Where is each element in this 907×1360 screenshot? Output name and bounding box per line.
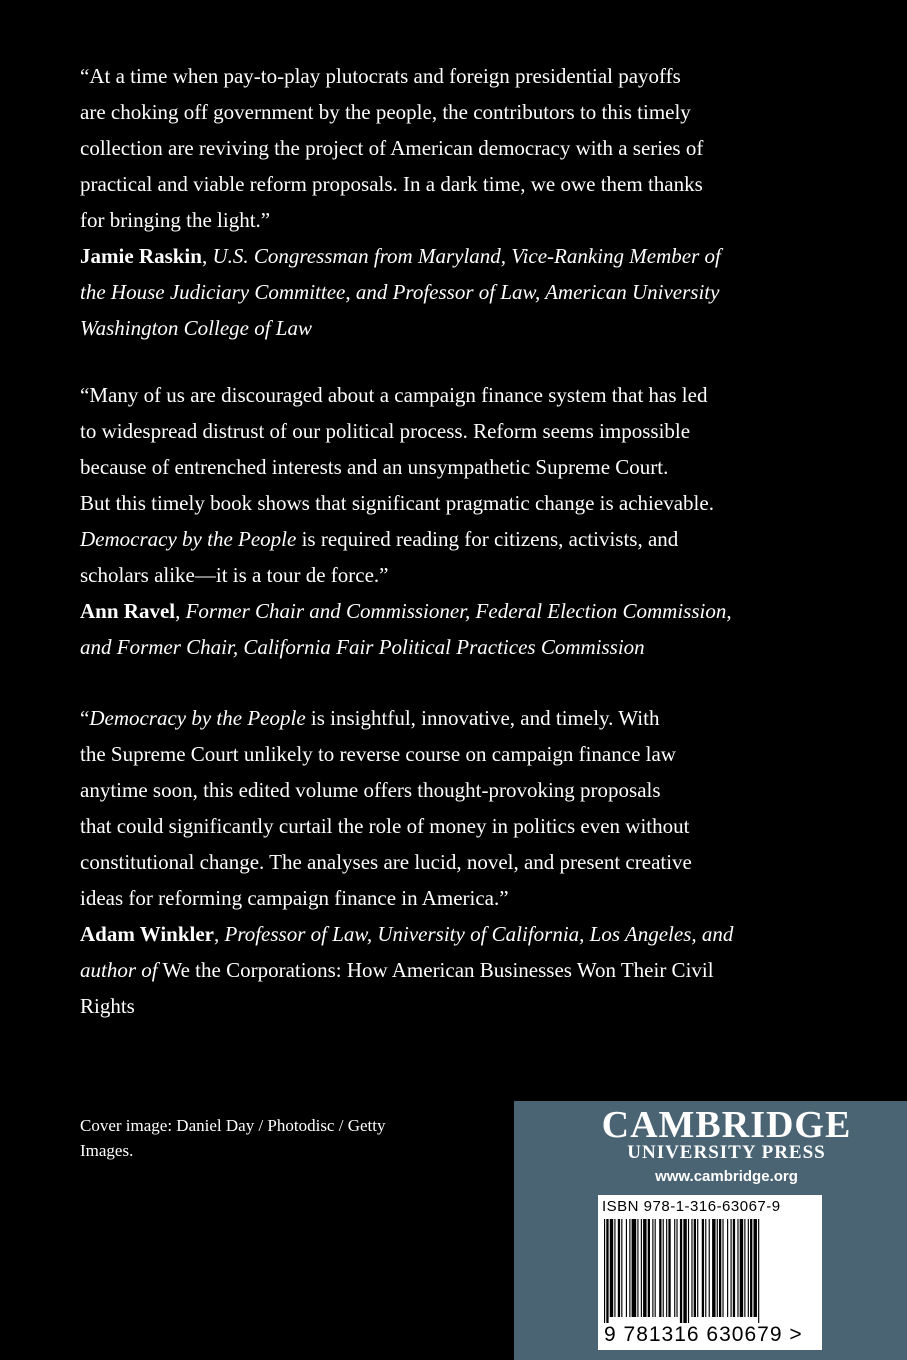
barcode-bar xyxy=(688,1219,689,1323)
attribution: Adam Winkler, Professor of Law, University of California, Los Angeles, and author of We the Corporations: How American Businesses Won Their Civil Rights xyxy=(80,916,780,1024)
barcode-bar xyxy=(702,1219,704,1317)
credit-line: Images. xyxy=(80,1141,134,1160)
quote-line: is required reading for citizens, activists, and xyxy=(296,527,679,551)
barcode-bar xyxy=(694,1219,696,1317)
endorsement-winkler xyxy=(80,700,780,1024)
barcode-bars xyxy=(600,1219,820,1323)
barcode-bar xyxy=(648,1219,650,1317)
barcode-bar xyxy=(676,1219,677,1317)
publisher-logo-text: CAMBRIDGE xyxy=(601,1104,852,1146)
cover-image-credit xyxy=(80,1113,460,1163)
endorser-name: Jamie Raskin xyxy=(80,244,202,268)
isbn-label: ISBN 978-1-316-63067-9 xyxy=(602,1198,781,1215)
quote-line: collection are reviving the project of American democracy with a series of xyxy=(80,136,704,160)
publisher-panel xyxy=(514,1101,907,1360)
barcode-bar xyxy=(740,1219,743,1317)
barcode-bar xyxy=(652,1219,653,1317)
quote-line: that could significantly curtail the role of money in politics even without xyxy=(80,814,690,838)
quote-line: ideas for reforming campaign finance in America.” xyxy=(80,886,509,910)
barcode-bar xyxy=(758,1219,759,1323)
quote-text xyxy=(80,700,780,916)
endorser-role: Professor of Law, University of California, Los Angeles, and xyxy=(224,922,734,946)
open-quote: “ xyxy=(80,706,90,730)
endorser-role: author of xyxy=(80,958,158,982)
endorser-role: Washington College of Law xyxy=(80,316,312,340)
quote-line: “At a time when pay-to-play plutocrats and foreign presidential payoffs xyxy=(80,64,681,88)
quote-line: because of entrenched interests and an unsympathetic Supreme Court. xyxy=(80,455,669,479)
publisher-subtitle: UNIVERSITY PRESS xyxy=(627,1142,826,1163)
endorser-role: U.S. Congressman from Maryland, Vice-Ranking Member of xyxy=(212,244,721,268)
barcode-bar xyxy=(610,1219,613,1317)
barcode-bar xyxy=(629,1219,630,1317)
barcode-bar xyxy=(717,1219,718,1317)
barcode-bar xyxy=(691,1219,692,1317)
quote-line: constitutional change. The analyses are lucid, novel, and present creative xyxy=(80,850,692,874)
barcode-bar xyxy=(750,1219,752,1317)
barcode-bar xyxy=(712,1219,715,1317)
barcode-bar xyxy=(663,1219,664,1317)
barcode-bar xyxy=(697,1219,698,1317)
barcode-bar xyxy=(731,1219,732,1317)
quote-line: the Supreme Court unlikely to reverse course on campaign finance law xyxy=(80,742,676,766)
attribution: Jamie Raskin, U.S. Congressman from Maryland, Vice-Ranking Member of the House Judiciary Committee, and Professor of Law, American University Washington College of Law xyxy=(80,238,780,346)
endorser-name: Ann Ravel xyxy=(80,599,176,623)
barcode-bar xyxy=(621,1219,622,1317)
quote-line: anytime soon, this edited volume offers thought-provoking proposals xyxy=(80,778,661,802)
quote-line: for bringing the light.” xyxy=(80,208,271,232)
book-title: Democracy by the People xyxy=(89,706,306,730)
barcode-bar xyxy=(705,1219,706,1317)
book-title-cited: Rights xyxy=(80,994,135,1018)
barcode-bar xyxy=(733,1219,735,1317)
barcode-bar xyxy=(655,1219,656,1317)
barcode-bar xyxy=(614,1219,615,1317)
barcode-bar xyxy=(606,1219,608,1323)
endorsement-raskin xyxy=(80,58,780,346)
quote-text xyxy=(80,58,780,238)
barcode-bar xyxy=(643,1219,646,1317)
quote-line: practical and viable reform proposals. In a dark time, we owe them thanks xyxy=(80,172,703,196)
book-title-cited: We the Corporations: How American Businesses Won Their Civil xyxy=(157,958,714,982)
quote-line: to widespread distrust of our political process. Reform seems impossible xyxy=(80,419,691,443)
barcode-bar xyxy=(604,1219,605,1323)
barcode-bar xyxy=(637,1219,638,1317)
barcode-bar xyxy=(641,1219,642,1317)
barcode-bar xyxy=(744,1219,745,1317)
quote-line: are choking off government by the people, the contributors to this timely xyxy=(80,100,691,124)
barcode-bar xyxy=(737,1219,738,1317)
book-title: Democracy by the People xyxy=(80,527,297,551)
quote-line: scholars alike—it is a tour de force.” xyxy=(80,563,389,587)
quote-line: is insightful, innovative, and timely. With xyxy=(305,706,660,730)
endorser-role: Former Chair and Commissioner, Federal Election Commission, xyxy=(185,599,732,623)
endorser-name: Adam Winkler xyxy=(80,922,214,946)
attribution: Ann Ravel, Former Chair and Commissioner, Federal Election Commission, and Former Chair, California Fair Political Practices Commission xyxy=(80,593,780,665)
endorsement-ravel xyxy=(80,377,780,665)
barcode-bar xyxy=(680,1219,682,1323)
barcode-bar xyxy=(683,1219,686,1323)
barcode-bar xyxy=(666,1219,667,1317)
publisher-url: www.cambridge.org xyxy=(655,1168,798,1185)
endorser-role: the House Judiciary Committee, and Professor of Law, American University xyxy=(80,280,720,304)
barcode-bar xyxy=(626,1219,627,1317)
barcode-bar xyxy=(709,1219,710,1317)
quote-line: “Many of us are discouraged about a campaign finance system that has led xyxy=(80,383,708,407)
barcode-bar xyxy=(719,1219,721,1317)
barcode-bar xyxy=(722,1219,723,1317)
barcode-bar xyxy=(618,1219,620,1317)
credit-line: Cover image: Daniel Day / Photodisc / Getty xyxy=(80,1116,386,1135)
quote-line: But this timely book shows that significant pragmatic change is achievable. xyxy=(80,491,714,515)
quote-text xyxy=(80,377,780,593)
barcode-bar xyxy=(727,1219,728,1317)
barcode-bar xyxy=(632,1219,637,1317)
endorser-role: and Former Chair, California Fair Political Practices Commission xyxy=(80,635,645,659)
isbn-barcode xyxy=(598,1195,822,1350)
barcode-bar xyxy=(674,1219,675,1317)
barcode-bar xyxy=(754,1219,757,1317)
barcode-digits: 9 781316 630679 > xyxy=(604,1323,803,1346)
barcode-bar xyxy=(668,1219,670,1317)
barcode-bar xyxy=(748,1219,749,1317)
barcode-bar xyxy=(659,1219,661,1317)
